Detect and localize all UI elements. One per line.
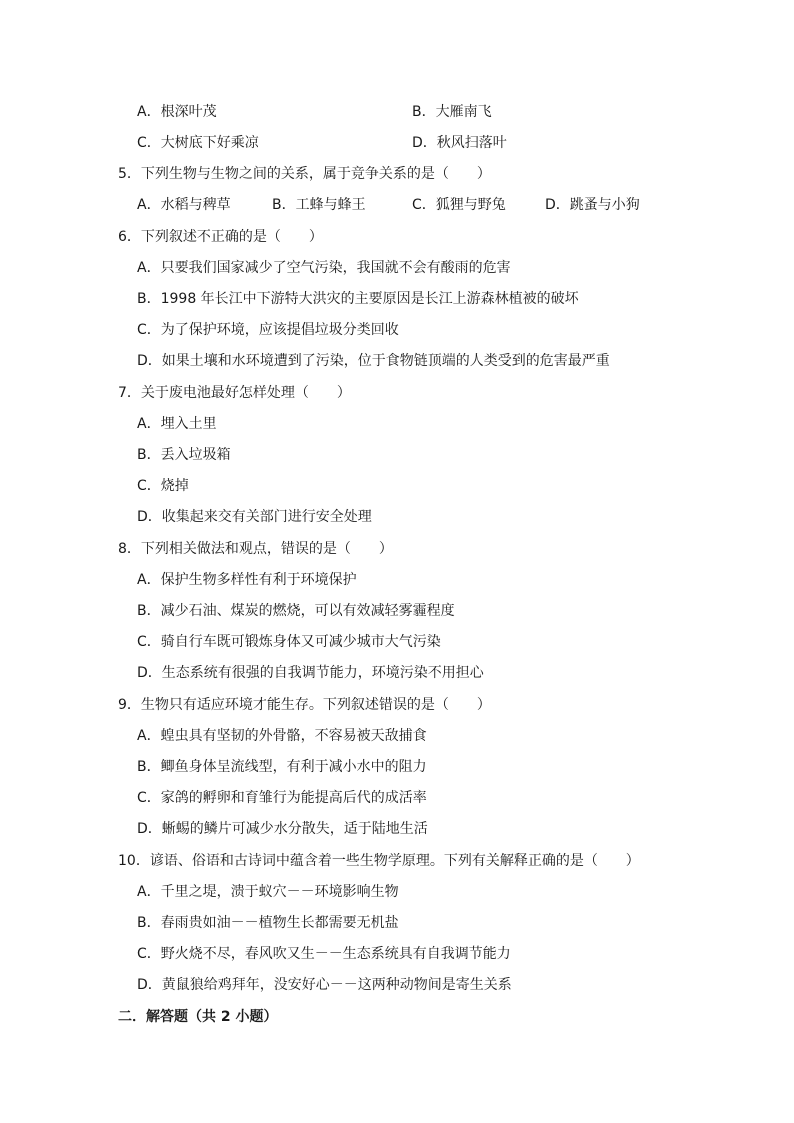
- q6-option-c: C．为了保护环境，应该提倡垃圾分类回收: [137, 322, 399, 338]
- q4-option-a: A．根深叶茂: [137, 104, 217, 120]
- q9-option-b: B．鲫鱼身体呈流线型，有利于减小水中的阻力: [137, 759, 427, 775]
- q7-option-a: A．埋入土里: [137, 416, 217, 432]
- q8-option-a: A．保护生物多样性有利于环境保护: [137, 572, 357, 588]
- q4-option-d: D．秋风扫落叶: [412, 135, 507, 151]
- q7-option-c: C．烧掉: [137, 478, 189, 494]
- q7-stem: 7．关于废电池最好怎样处理（ ）: [118, 385, 351, 401]
- q9-stem: 9．生物只有适应环境才能生存。下列叙述错误的是（ ）: [118, 697, 491, 713]
- q7-option-d: D．收集起来交有关部门进行安全处理: [137, 509, 372, 525]
- q10-option-a: A．千里之堤，溃于蚁穴－－环境影响生物: [137, 884, 399, 900]
- q6-stem: 6．下列叙述不正确的是（ ）: [118, 229, 323, 245]
- q5-stem: 5．下列生物与生物之间的关系，属于竞争关系的是（ ）: [118, 166, 491, 182]
- q6-option-d: D．如果土壤和水环境遭到了污染，位于食物链顶端的人类受到的危害最严重: [137, 353, 610, 369]
- q8-option-d: D．生态系统有很强的自我调节能力，环境污染不用担心: [137, 665, 484, 681]
- q6-option-b: B．1998 年长江中下游特大洪灾的主要原因是长江上游森林植被的破坏: [137, 291, 579, 307]
- q10-option-d: D．黄鼠狼给鸡拜年，没安好心－－这两种动物间是寄生关系: [137, 977, 512, 993]
- q9-option-d: D．蜥蜴的鳞片可减少水分散失，适于陆地生活: [137, 821, 428, 837]
- q5-option-a: A．水稻与稗草: [137, 197, 231, 213]
- q9-option-a: A．蝗虫具有坚韧的外骨骼，不容易被天敌捕食: [137, 728, 427, 744]
- section-heading: 二．解答题（共 2 小题）: [118, 1009, 278, 1025]
- q9-option-c: C．家鸽的孵卵和育雏行为能提高后代的成活率: [137, 790, 427, 806]
- q4-option-c: C．大树底下好乘凉: [137, 135, 259, 151]
- q8-stem: 8．下列相关做法和观点，错误的是（ ）: [118, 541, 393, 557]
- q5-option-d: D．跳蚤与小狗: [545, 197, 640, 213]
- q8-option-c: C．骑自行车既可锻炼身体又可减少城市大气污染: [137, 634, 441, 650]
- q5-option-b: B．工蜂与蜂王: [272, 197, 366, 213]
- q10-option-b: B．春雨贵如油－－植物生长都需要无机盐: [137, 915, 399, 931]
- q8-option-b: B．减少石油、煤炭的燃烧，可以有效减轻雾霾程度: [137, 603, 455, 619]
- q10-option-c: C．野火烧不尽，春风吹又生－－生态系统具有自我调节能力: [137, 946, 511, 962]
- q10-stem: 10．谚语、俗语和古诗词中蕴含着一些生物学原理。下列有关解释正确的是（ ）: [118, 853, 640, 869]
- q4-option-b: B．大雁南飞: [412, 104, 492, 120]
- q7-option-b: B．丢入垃圾箱: [137, 447, 231, 463]
- q5-option-c: C．狐狸与野兔: [412, 197, 506, 213]
- q6-option-a: A．只要我们国家减少了空气污染，我国就不会有酸雨的危害: [137, 260, 511, 276]
